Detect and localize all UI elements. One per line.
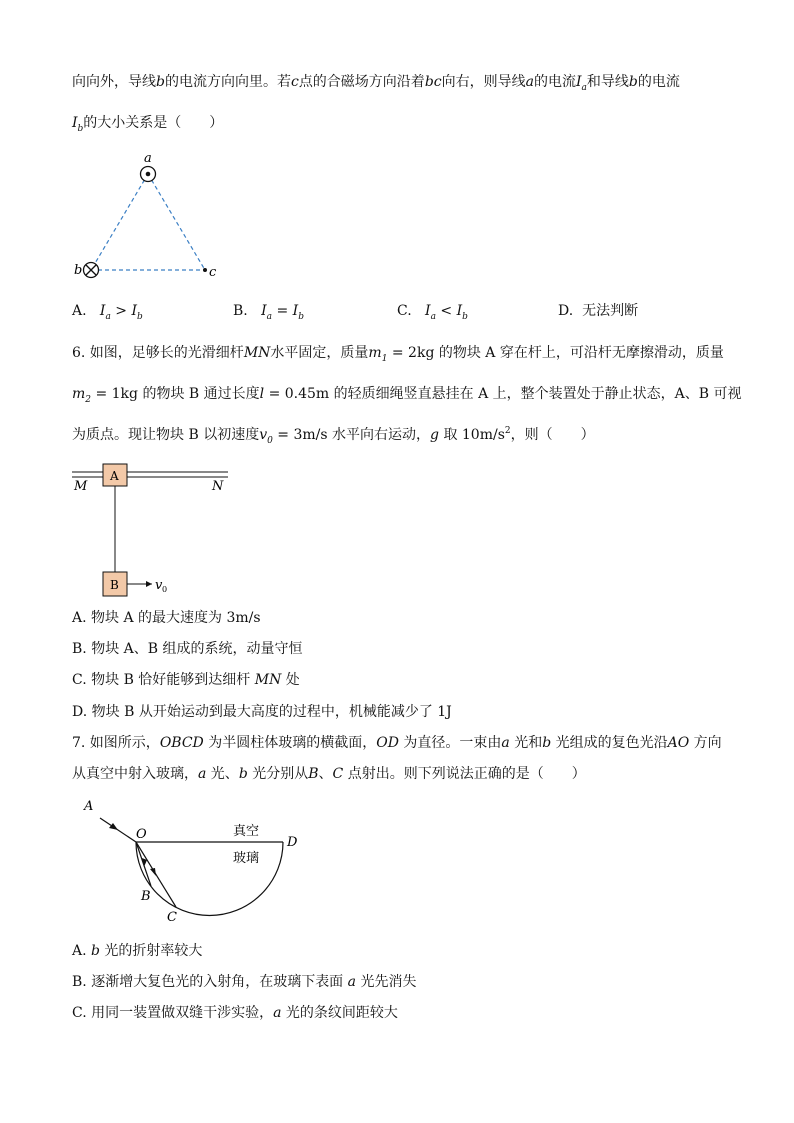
block-a-label: A — [110, 469, 119, 483]
q7-option-b[interactable]: B. 逐渐增大复色光的入射角，在玻璃下表面 a 光先消失 — [72, 974, 417, 990]
q6-option-a[interactable]: A. 物块 A 的最大速度为 3m/s — [72, 610, 261, 626]
label-a: A — [84, 799, 94, 814]
label-m: M — [74, 479, 88, 494]
ray-oc-arrow-head — [150, 868, 156, 876]
q5-option-a[interactable]: A. $I_a > I_b$ — [72, 303, 143, 322]
q6-stem-line-1: 6. 如图，足够长的光滑细杆MN水平固定，质量$m_1 = 2kg$ 的物块 A 穿在杆上，可沿杆无摩擦滑动，质量 — [72, 345, 724, 364]
point-c — [203, 268, 207, 272]
ab-dashed-line — [91, 174, 148, 270]
q6-figure — [72, 464, 228, 596]
q7-option-a[interactable]: A. b 光的折射率较大 — [72, 943, 203, 959]
label-o: O — [136, 827, 147, 842]
q5-option-b[interactable]: B. $I_a = I_b$ — [233, 303, 304, 322]
q7-option-c[interactable]: C. 用同一装置做双缝干涉实验，a 光的条纹间距较大 — [72, 1005, 398, 1021]
q5-triangle-figure — [74, 151, 217, 280]
incident-arrow-head — [109, 823, 118, 830]
label-n: N — [212, 479, 224, 494]
ac-dashed-line — [148, 174, 205, 270]
label-vacuum: 真空 — [233, 824, 260, 839]
q7-stem-line-2: 从真空中射入玻璃，a 光、b 光分别从B、C 点射出。则下列说法正确的是（ ） — [72, 766, 586, 782]
q6-stem-line-3: 为质点。现让物块 B 以初速度$v_0 = 3m/s$ 水平向右运动，g 取 $10m/s^2$，则（ ） — [72, 426, 595, 446]
label-a: a — [144, 151, 152, 166]
q7-stem-line-1: 7. 如图所示，OBCD 为半圆柱体玻璃的横截面，OD 为直径。一束由a 光和b 光组成的复色光沿AO 方向 — [72, 735, 722, 751]
q6-option-b[interactable]: B. 物块 A、B 组成的系统，动量守恒 — [72, 641, 303, 657]
label-c: c — [209, 265, 217, 280]
q6-option-d[interactable]: D. 物块 B 从开始运动到最大高度的过程中，机械能减少了 1J — [72, 704, 452, 720]
q5-option-d[interactable]: D. 无法判断 — [558, 303, 639, 319]
label-glass: 玻璃 — [233, 851, 260, 866]
q6-stem-line-2: $m_2 = 1kg$ 的物块 B 通过长度l = 0.45m 的轻质细绳竖直悬挂在 A 上，整个装置处于静止状态，A、B 可视 — [72, 386, 742, 405]
label-d: D — [287, 835, 298, 850]
label-c: C — [167, 910, 177, 925]
label-b: b — [74, 263, 83, 278]
q7-figure — [83, 799, 298, 925]
label-v-sub: 0 — [162, 585, 168, 594]
q5-stem-line-2: $I_b$的大小关系是（ ） — [72, 115, 224, 134]
current-out-dot — [146, 172, 151, 177]
q5-option-c[interactable]: C. $I_a < I_b$ — [397, 303, 468, 322]
q6-option-c[interactable]: C. 物块 B 恰好能够到达细杆 MN 处 — [72, 672, 300, 688]
block-b-label: B — [110, 578, 119, 592]
label-b: B — [141, 889, 151, 904]
q5-stem-line-1: 向向外，导线b的电流方向向里。若c点的合磁场方向沿着bc向右，则导线a的电流$I_a$和导线b的电流 — [72, 74, 680, 93]
label-v: v — [155, 578, 163, 593]
velocity-arrow-head — [146, 581, 152, 587]
